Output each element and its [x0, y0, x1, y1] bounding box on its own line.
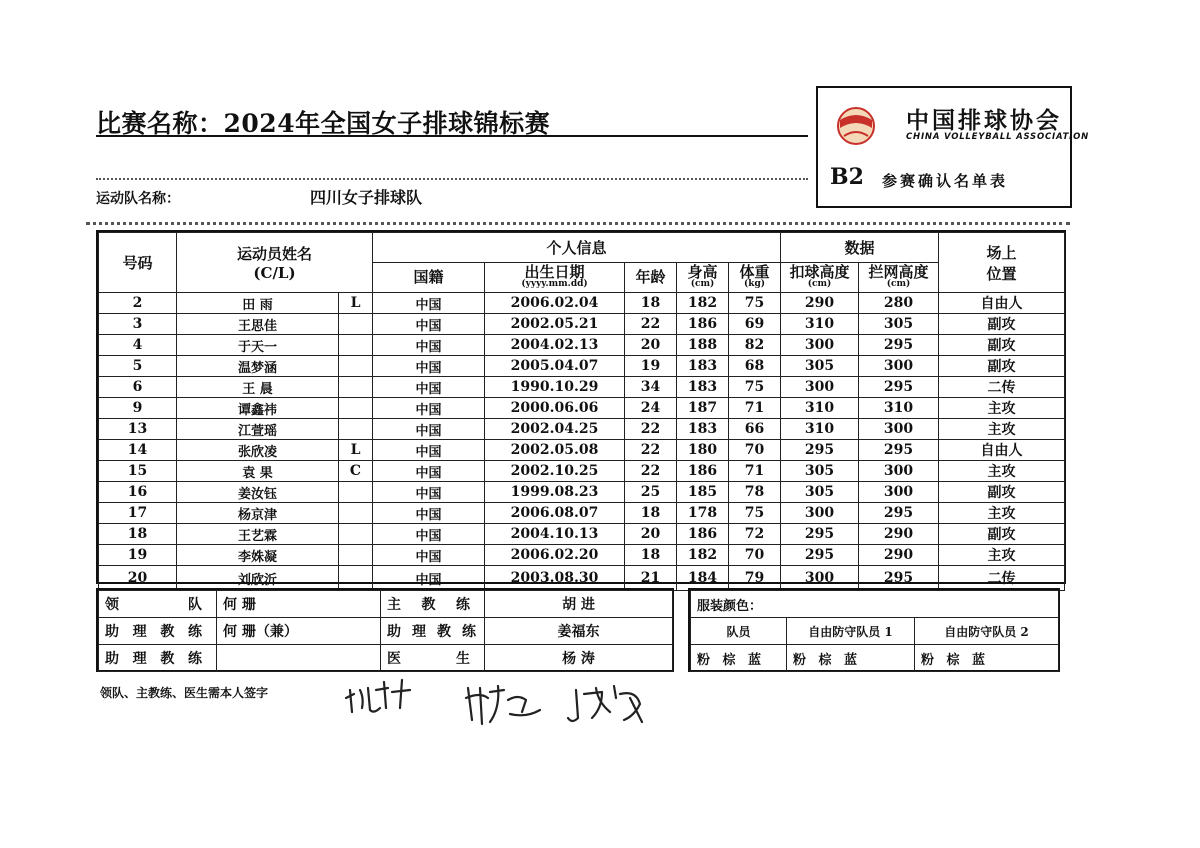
uniform-table-frame	[688, 588, 1060, 672]
assistant-coach-label: 助理教练	[99, 618, 217, 645]
player-height: 182	[677, 293, 729, 314]
player-dob: 2004.10.13	[485, 524, 625, 545]
player-name: 张欣凌	[177, 440, 339, 461]
form-code: B2	[830, 164, 864, 190]
player-weight: 70	[729, 440, 781, 461]
dotted-divider	[86, 222, 1070, 225]
player-nationality: 中国	[373, 314, 485, 335]
competition-name: 2024年全国女子排球锦标赛	[223, 109, 551, 138]
player-number: 6	[99, 377, 177, 398]
table-row	[99, 419, 1065, 440]
player-number: 15	[99, 461, 177, 482]
player-nationality: 中国	[373, 440, 485, 461]
doctor-label: 医生	[381, 645, 485, 672]
player-height: 180	[677, 440, 729, 461]
header-data: 数据	[781, 233, 939, 263]
uniform-libero2-label: 自由防守队员 2	[915, 618, 1059, 645]
player-position: 自由人	[939, 440, 1065, 461]
player-spike-height: 305	[781, 482, 859, 503]
player-role	[339, 524, 373, 545]
player-block-height: 305	[859, 314, 939, 335]
staff-table-frame	[96, 588, 674, 672]
player-role: C	[339, 461, 373, 482]
player-number: 4	[99, 335, 177, 356]
player-spike-height: 290	[781, 293, 859, 314]
player-role	[339, 356, 373, 377]
player-height: 183	[677, 377, 729, 398]
player-nationality: 中国	[373, 293, 485, 314]
player-block-height: 290	[859, 545, 939, 566]
uniform-libero2-color: 粉 棕 蓝	[915, 645, 1059, 672]
dotted-divider	[96, 178, 808, 180]
player-age: 20	[625, 335, 677, 356]
player-height: 186	[677, 461, 729, 482]
player-height: 182	[677, 545, 729, 566]
header-block	[859, 263, 939, 293]
player-height: 188	[677, 335, 729, 356]
association-logo-box	[816, 86, 1090, 208]
player-position: 二传	[939, 566, 1065, 591]
header-weight-unit: (kg)	[743, 279, 766, 289]
player-position: 副攻	[939, 482, 1065, 503]
player-dob: 1990.10.29	[485, 377, 625, 398]
player-name: 李姝凝	[177, 545, 339, 566]
player-dob: 2002.10.25	[485, 461, 625, 482]
player-weight: 69	[729, 314, 781, 335]
assistant-coach-2-value: 姜福东	[485, 618, 673, 645]
player-nationality: 中国	[373, 566, 485, 591]
player-age: 22	[625, 314, 677, 335]
uniform-player-color: 粉 棕 蓝	[691, 645, 787, 672]
table-row	[99, 314, 1065, 335]
player-nationality: 中国	[373, 545, 485, 566]
player-age: 19	[625, 356, 677, 377]
roster-table-frame	[96, 230, 1066, 588]
player-weight: 72	[729, 524, 781, 545]
player-nationality: 中国	[373, 524, 485, 545]
player-block-height: 295	[859, 377, 939, 398]
header-spike	[781, 263, 859, 293]
player-name: 江萱瑶	[177, 419, 339, 440]
header-weight-label: 体重	[739, 263, 770, 281]
player-name: 田 雨	[177, 293, 339, 314]
player-dob: 2006.02.04	[485, 293, 625, 314]
player-weight: 66	[729, 419, 781, 440]
player-position: 二传	[939, 377, 1065, 398]
player-name: 于天一	[177, 335, 339, 356]
player-role	[339, 566, 373, 591]
header-weight	[729, 263, 781, 293]
player-spike-height: 310	[781, 398, 859, 419]
player-position: 主攻	[939, 419, 1065, 440]
player-spike-height: 310	[781, 314, 859, 335]
player-role: L	[339, 293, 373, 314]
player-block-height: 300	[859, 419, 939, 440]
player-number: 13	[99, 419, 177, 440]
player-spike-height: 295	[781, 524, 859, 545]
player-block-height: 300	[859, 356, 939, 377]
table-row	[99, 503, 1065, 524]
player-number: 5	[99, 356, 177, 377]
player-weight: 68	[729, 356, 781, 377]
player-dob: 2002.04.25	[485, 419, 625, 440]
player-age: 22	[625, 419, 677, 440]
player-name: 姜汝钰	[177, 482, 339, 503]
doctor-value: 杨 涛	[485, 645, 673, 672]
player-nationality: 中国	[373, 377, 485, 398]
volleyball-emblem-icon	[836, 106, 876, 146]
uniform-libero1-label: 自由防守队员 1	[787, 618, 915, 645]
player-weight: 75	[729, 503, 781, 524]
head-coach-value: 胡 进	[485, 591, 673, 618]
header-name-label: 运动员姓名	[237, 245, 313, 263]
player-role	[339, 377, 373, 398]
roster-table	[98, 232, 1065, 591]
player-number: 18	[99, 524, 177, 545]
signature-note: 领队、主教练、医生需本人签字	[100, 686, 269, 700]
player-nationality: 中国	[373, 398, 485, 419]
table-row	[99, 545, 1065, 566]
table-row	[99, 356, 1065, 377]
roster-body	[99, 293, 1065, 591]
player-name: 杨京津	[177, 503, 339, 524]
leader-value: 何 珊	[217, 591, 381, 618]
head-coach-label: 主教练	[381, 591, 485, 618]
header-personal-info: 个人信息	[373, 233, 781, 263]
player-height: 186	[677, 314, 729, 335]
player-weight: 71	[729, 398, 781, 419]
player-dob: 2000.06.06	[485, 398, 625, 419]
player-role: L	[339, 440, 373, 461]
player-age: 25	[625, 482, 677, 503]
table-row	[99, 293, 1065, 314]
player-name: 刘欣沂	[177, 566, 339, 591]
player-age: 21	[625, 566, 677, 591]
association-name-cn: 中国排球协会	[906, 107, 1062, 134]
uniform-title: 服装颜色：	[691, 591, 1059, 618]
player-age: 22	[625, 461, 677, 482]
player-block-height: 295	[859, 566, 939, 591]
team-name: 四川女子排球队	[310, 188, 423, 207]
player-nationality: 中国	[373, 503, 485, 524]
header-spike-unit: (cm)	[807, 279, 832, 289]
form-name: 参赛确认名单表	[882, 172, 1009, 190]
player-block-height: 295	[859, 503, 939, 524]
table-row	[99, 566, 1065, 591]
player-number: 17	[99, 503, 177, 524]
player-role	[339, 314, 373, 335]
player-role	[339, 398, 373, 419]
player-nationality: 中国	[373, 335, 485, 356]
player-nationality: 中国	[373, 461, 485, 482]
player-nationality: 中国	[373, 482, 485, 503]
player-position: 主攻	[939, 545, 1065, 566]
player-name: 温梦涵	[177, 356, 339, 377]
player-block-height: 300	[859, 482, 939, 503]
header-number: 号码	[99, 233, 177, 293]
staff-table	[98, 590, 673, 672]
header-athlete-name	[177, 233, 373, 293]
player-position: 副攻	[939, 314, 1065, 335]
player-dob: 2004.02.13	[485, 335, 625, 356]
player-block-height: 295	[859, 335, 939, 356]
player-dob: 2006.08.07	[485, 503, 625, 524]
table-row	[99, 524, 1065, 545]
player-age: 20	[625, 524, 677, 545]
player-position: 副攻	[939, 356, 1065, 377]
player-number: 16	[99, 482, 177, 503]
header-height-unit: (cm)	[690, 279, 715, 289]
player-position: 主攻	[939, 503, 1065, 524]
player-number: 20	[99, 566, 177, 591]
player-height: 184	[677, 566, 729, 591]
player-role	[339, 482, 373, 503]
player-dob: 2002.05.08	[485, 440, 625, 461]
player-name: 王艺霖	[177, 524, 339, 545]
header-nationality: 国籍	[373, 263, 485, 293]
player-weight: 75	[729, 293, 781, 314]
header-block-unit: (cm)	[886, 279, 911, 289]
player-dob: 2005.04.07	[485, 356, 625, 377]
player-age: 34	[625, 377, 677, 398]
player-position: 副攻	[939, 335, 1065, 356]
player-number: 14	[99, 440, 177, 461]
table-row	[99, 398, 1065, 419]
player-weight: 70	[729, 545, 781, 566]
player-dob: 2003.08.30	[485, 566, 625, 591]
player-spike-height: 300	[781, 335, 859, 356]
player-dob: 1999.08.23	[485, 482, 625, 503]
header-spike-label: 扣球高度	[789, 263, 850, 281]
player-weight: 75	[729, 377, 781, 398]
header-dob-label: 出生日期	[524, 263, 585, 281]
player-position: 主攻	[939, 461, 1065, 482]
header-dob-format: (yyyy.mm.dd)	[521, 279, 588, 289]
table-row	[99, 461, 1065, 482]
player-name: 谭鑫祎	[177, 398, 339, 419]
player-spike-height: 300	[781, 566, 859, 591]
player-height: 183	[677, 419, 729, 440]
player-position: 自由人	[939, 293, 1065, 314]
player-role	[339, 503, 373, 524]
table-row	[99, 482, 1065, 503]
player-weight: 71	[729, 461, 781, 482]
player-position: 副攻	[939, 524, 1065, 545]
player-number: 2	[99, 293, 177, 314]
table-row	[99, 335, 1065, 356]
player-number: 3	[99, 314, 177, 335]
player-age: 22	[625, 440, 677, 461]
assistant-coach-value: 何 珊（兼）	[217, 618, 381, 645]
player-name: 王 晨	[177, 377, 339, 398]
competition-label: 比赛名称：	[96, 109, 224, 138]
player-spike-height: 300	[781, 503, 859, 524]
player-block-height: 310	[859, 398, 939, 419]
player-height: 185	[677, 482, 729, 503]
title-underline	[96, 135, 808, 137]
player-block-height: 300	[859, 461, 939, 482]
header-position	[939, 233, 1065, 293]
player-weight: 79	[729, 566, 781, 591]
player-spike-height: 310	[781, 419, 859, 440]
player-block-height: 280	[859, 293, 939, 314]
assistant-coach-3-label: 助理教练	[99, 645, 217, 672]
player-number: 9	[99, 398, 177, 419]
player-age: 18	[625, 293, 677, 314]
uniform-player-label: 队员	[691, 618, 787, 645]
header-height-label: 身高	[687, 263, 718, 281]
leader-label: 领队	[99, 591, 217, 618]
player-height: 183	[677, 356, 729, 377]
player-spike-height: 305	[781, 461, 859, 482]
player-age: 18	[625, 503, 677, 524]
player-height: 178	[677, 503, 729, 524]
header-name-sub: (C/L)	[253, 264, 296, 282]
player-name: 袁 果	[177, 461, 339, 482]
player-height: 187	[677, 398, 729, 419]
player-role	[339, 545, 373, 566]
uniform-libero1-color: 粉 棕 蓝	[787, 645, 915, 672]
player-position: 主攻	[939, 398, 1065, 419]
handwritten-signatures	[340, 668, 660, 738]
player-role	[339, 335, 373, 356]
player-spike-height: 295	[781, 545, 859, 566]
header-position-line1: 场上	[986, 243, 1017, 262]
player-role	[339, 419, 373, 440]
header-height	[677, 263, 729, 293]
table-row	[99, 440, 1065, 461]
player-spike-height: 300	[781, 377, 859, 398]
header-block-label: 拦网高度	[868, 263, 929, 281]
player-nationality: 中国	[373, 356, 485, 377]
table-row	[99, 377, 1065, 398]
team-label: 运动队名称：	[96, 191, 180, 207]
player-number: 19	[99, 545, 177, 566]
player-dob: 2006.02.20	[485, 545, 625, 566]
player-age: 18	[625, 545, 677, 566]
header-age: 年龄	[625, 263, 677, 293]
association-name-en: CHINA VOLLEYBALL ASSOCIATION	[906, 132, 1090, 142]
player-spike-height: 305	[781, 356, 859, 377]
player-block-height: 290	[859, 524, 939, 545]
uniform-table	[690, 590, 1059, 672]
player-age: 24	[625, 398, 677, 419]
player-dob: 2002.05.21	[485, 314, 625, 335]
player-nationality: 中国	[373, 419, 485, 440]
player-spike-height: 295	[781, 440, 859, 461]
assistant-coach-2-label: 助理教练	[381, 618, 485, 645]
player-weight: 78	[729, 482, 781, 503]
player-block-height: 295	[859, 440, 939, 461]
player-weight: 82	[729, 335, 781, 356]
header-dob	[485, 263, 625, 293]
header-position-line2: 位置	[986, 264, 1017, 283]
player-name: 王思佳	[177, 314, 339, 335]
player-height: 186	[677, 524, 729, 545]
